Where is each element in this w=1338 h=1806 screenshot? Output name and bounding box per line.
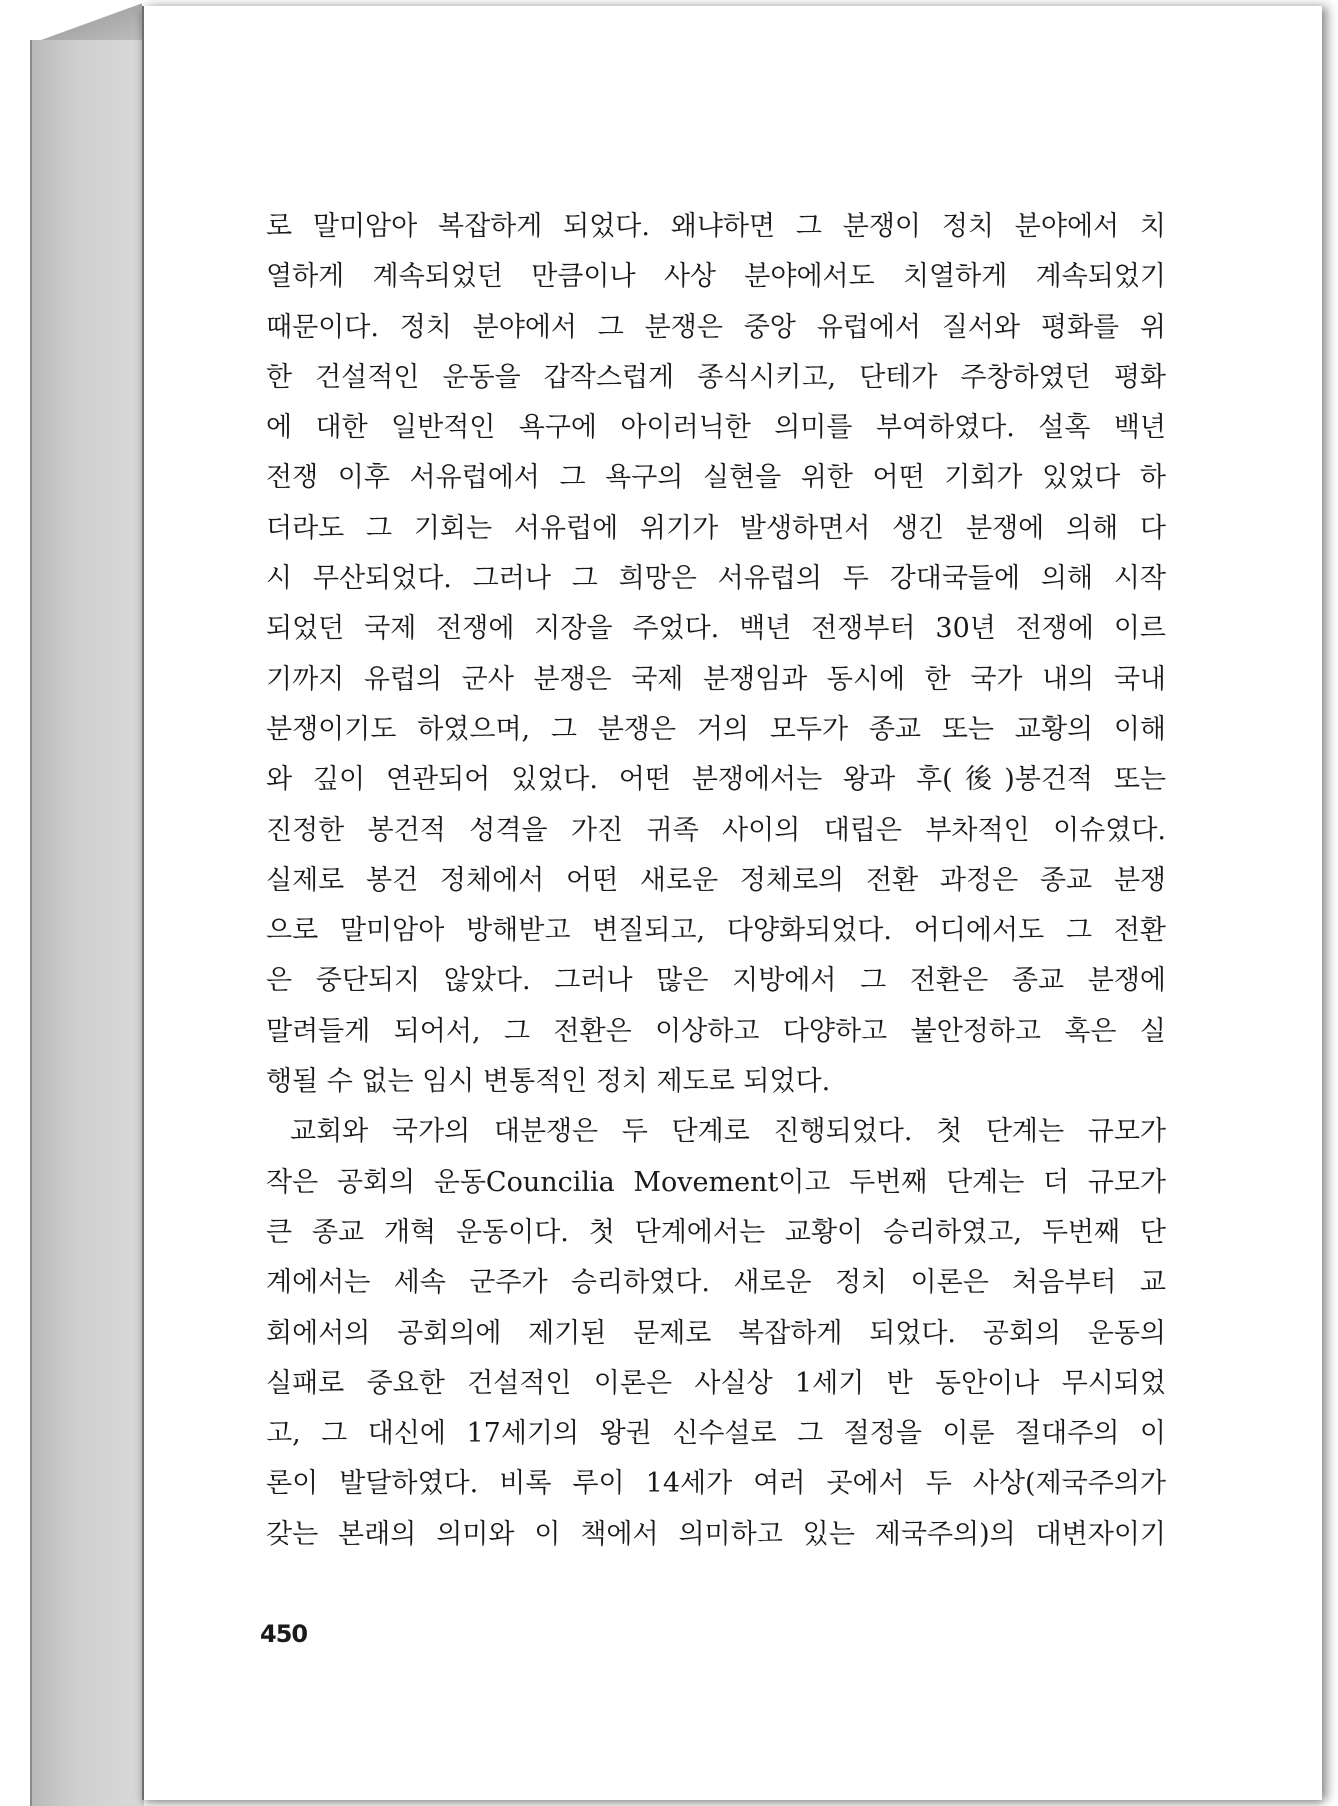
page-number: 450 <box>260 1620 308 1648</box>
text-line: 은 중단되지 않았다. 그러나 많은 지방에서 그 전환은 종교 분쟁에 <box>266 965 1166 997</box>
text-line: 으로 말미암아 방해받고 변질되고, 다양화되었다. 어디에서도 그 전환 <box>266 915 1166 947</box>
text-line: 행될 수 없는 임시 변통적인 정치 제도로 되었다. <box>266 1066 831 1098</box>
text-line: 작은 공회의 운동Councilia Movement이고 두번째 단계는 더 규모가 <box>266 1166 1166 1198</box>
text-line: 분쟁이기도 하였으며, 그 분쟁은 거의 모두가 종교 또는 교황의 이해 <box>266 713 1166 745</box>
text-line: 갖는 본래의 의미와 이 책에서 의미하고 있는 제국주의)의 대변자이기 <box>266 1518 1166 1550</box>
text-line: 큰 종교 개혁 운동이다. 첫 단계에서는 교황이 승리하였고, 두번째 단 <box>266 1216 1166 1248</box>
text-line: 고, 그 대신에 17세기의 왕권 신수설로 그 절정을 이룬 절대주의 이 <box>266 1418 1166 1450</box>
text-line: 계에서는 세속 군주가 승리하였다. 새로운 정치 이론은 처음부터 교 <box>266 1267 1166 1299</box>
text-line: 실제로 봉건 정체에서 어떤 새로운 정체로의 전환 과정은 종교 분쟁 <box>266 864 1166 896</box>
text-line: 로 말미암아 복잡하게 되었다. 왜냐하면 그 분쟁이 정치 분야에서 치 <box>266 211 1166 242</box>
text-line: 되었던 국제 전쟁에 지장을 주었다. 백년 전쟁부터 30년 전쟁에 이르 <box>266 613 1166 645</box>
text-line: 더라도 그 기회는 서유럽에 위기가 발생하면서 생긴 분쟁에 의해 다 <box>266 512 1166 544</box>
text-line: 진정한 봉건적 성격을 가진 귀족 사이의 대립은 부차적인 이슈였다. <box>266 814 1166 846</box>
book-spine <box>30 40 144 1806</box>
text-line: 시 무산되었다. 그러나 그 희망은 서유럽의 두 강대국들에 의해 시작 <box>266 563 1166 595</box>
text-line: 열하게 계속되었던 만큼이나 사상 분야에서도 치열하게 계속되었기 <box>266 261 1166 293</box>
body-text <box>266 202 1166 1560</box>
text-line: 한 건설적인 운동을 갑작스럽게 종식시키고, 단테가 주창하였던 평화 <box>266 361 1166 393</box>
text-line: 말려들게 되어서, 그 전환은 이상하고 다양하고 불안정하고 혹은 실 <box>266 1015 1166 1047</box>
text-line: 기까지 유럽의 군사 분쟁은 국제 분쟁임과 동시에 한 국가 내의 국내 <box>266 663 1166 695</box>
book-page <box>142 6 1322 1800</box>
text-line: 전쟁 이후 서유럽에서 그 욕구의 실현을 위한 어떤 기회가 있었다 하 <box>266 462 1166 494</box>
text-line: 때문이다. 정치 분야에서 그 분쟁은 중앙 유럽에서 질서와 평화를 위 <box>266 311 1166 343</box>
text-line: 와 깊이 연관되어 있었다. 어떤 분쟁에서는 왕과 후(後)봉건적 또는 <box>266 764 1166 796</box>
text-line: 에 대한 일반적인 욕구에 아이러닉한 의미를 부여하였다. 설혹 백년 <box>266 412 1166 444</box>
text-line: 론이 발달하였다. 비록 루이 14세가 여러 곳에서 두 사상(제국주의가 <box>266 1468 1166 1500</box>
text-line: 실패로 중요한 건설적인 이론은 사실상 1세기 반 동안이나 무시되었 <box>266 1367 1166 1399</box>
text-line: 교회와 국가의 대분쟁은 두 단계로 진행되었다. 첫 단계는 규모가 <box>290 1116 1166 1148</box>
text-line: 회에서의 공회의에 제기된 문제로 복잡하게 되었다. 공회의 운동의 <box>266 1317 1166 1349</box>
